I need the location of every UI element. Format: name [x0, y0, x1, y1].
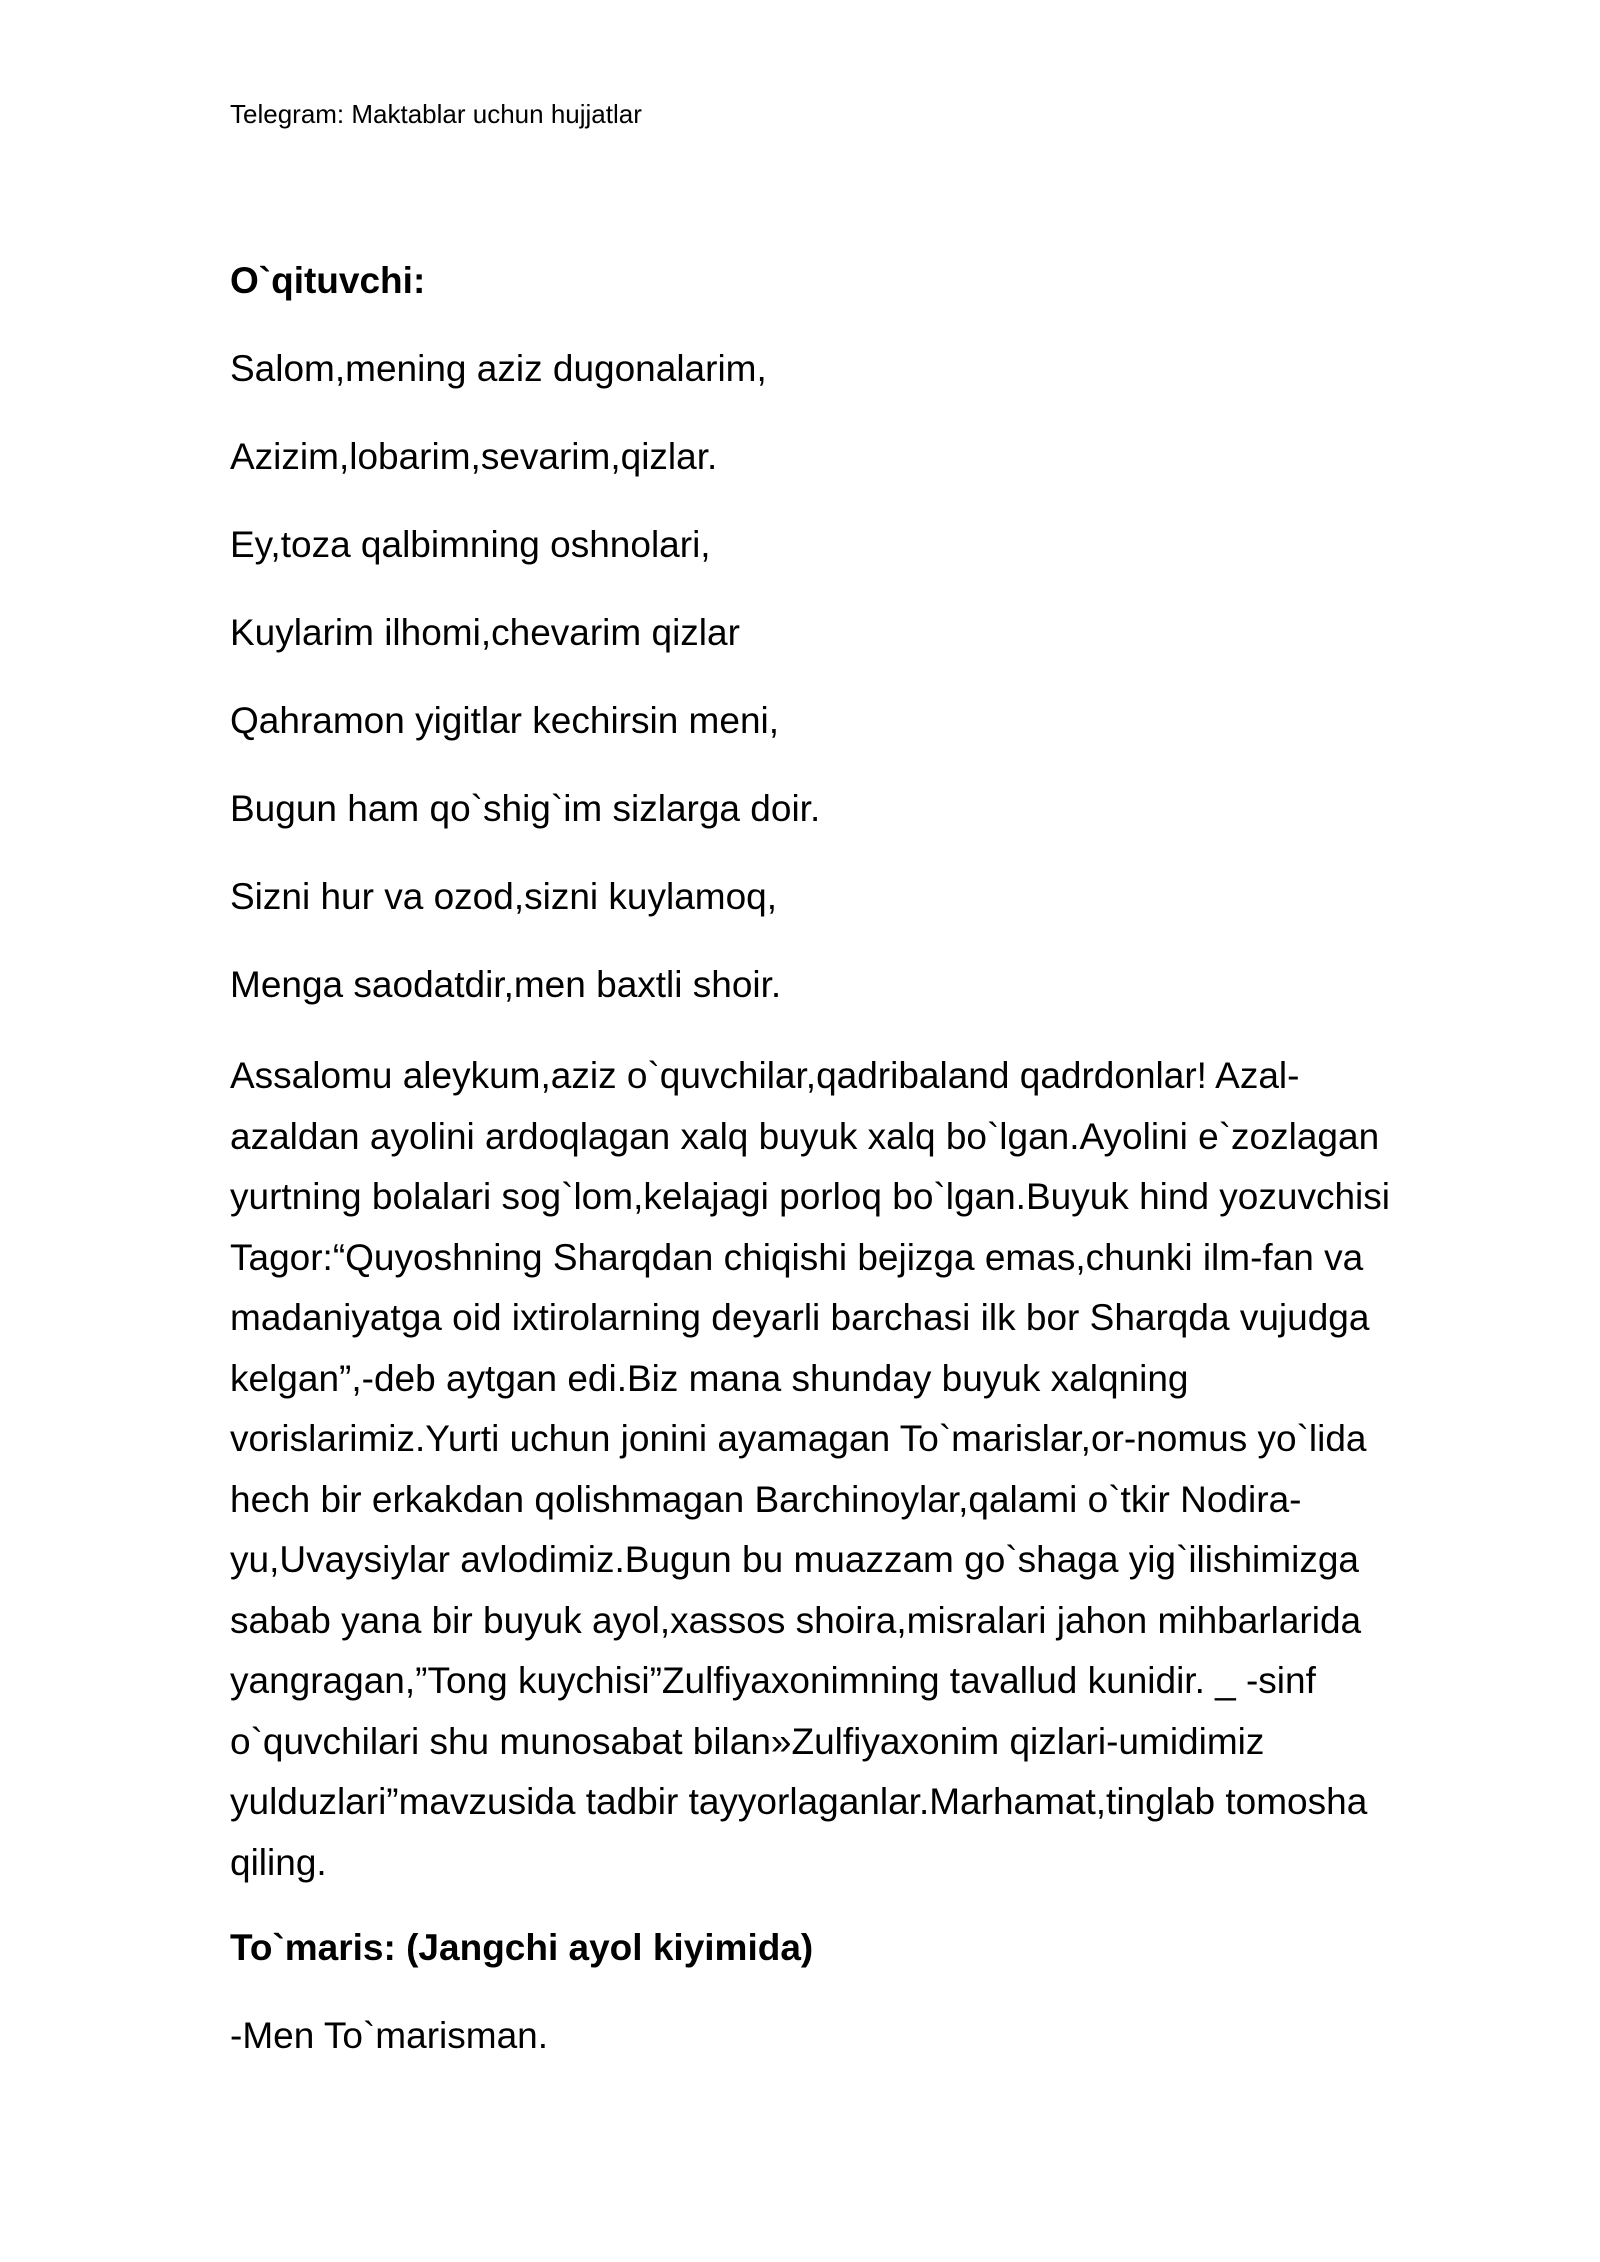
tomaris-line: -Men To`marisman. — [230, 2015, 549, 2056]
poem-line: Azizim,lobarim,sevarim,qizlar. — [230, 436, 718, 477]
document-body — [230, 254, 1470, 2097]
speech-line: yu,Uvaysiylar avlodimiz.Bugun bu muazzam go`shaga yig`ilishimizga — [230, 1539, 1359, 1580]
telegram-note: Telegram: Maktablar uchun hujjatlar — [230, 99, 642, 129]
speech-line: Assalomu aleykum,aziz o`quvchilar,qadribaland qadrdonlar! Azal- — [230, 1055, 1300, 1096]
speech-line: madaniyatga oid ixtirolarning deyarli barchasi ilk bor Sharqda vujudga — [230, 1297, 1370, 1338]
poem-line: Ey,toza qalbimning oshnolari, — [230, 524, 711, 565]
speech-line: vorislarimiz.Yurti uchun jonini ayamagan To`marislar,or-nomus yo`lida — [230, 1418, 1367, 1459]
speech-line: qiling. — [230, 1841, 327, 1883]
speech-line: Tagor:“Quyoshning Sharqdan chiqishi bejizga emas,chunki ilm-fan va — [230, 1236, 1364, 1278]
poem-line: Sizni hur va ozod,sizni kuylamoq, — [230, 876, 778, 917]
poem-line: Salom,mening aziz dugonalarim, — [230, 348, 767, 389]
speech-line: kelgan”,-deb aytgan edi.Biz mana shunday buyuk xalqning — [230, 1357, 1189, 1399]
teacher-speaker-label: O`qituvchi: — [230, 260, 426, 301]
speech-line: yangragan,”Tong kuychisi”Zulfiyaxonimning tavallud kunidir. _ -sinf — [230, 1660, 1316, 1701]
teacher-speech-paragraph — [230, 1046, 1470, 1893]
speech-line: o`quvchilari shu munosabat bilan»Zulfiyaxonim qizlari-umidimiz — [230, 1720, 1265, 1762]
poem-line: Bugun ham qo`shig`im sizlarga doir. — [230, 788, 821, 829]
poem-line: Kuylarim ilhomi,chevarim qizlar — [230, 612, 740, 653]
tomaris-speaker-label: To`maris: (Jangchi ayol kiyimida) — [230, 1927, 814, 1968]
poem-line: Qahramon yigitlar kechirsin meni, — [230, 700, 780, 741]
speech-line: yurtning bolalari sog`lom,kelajagi porloq bo`lgan.Buyuk hind yozuvchisi — [230, 1176, 1390, 1217]
speech-line: azaldan ayolini ardoqlagan xalq buyuk xalq bo`lgan.Ayolini e`zozlagan — [230, 1115, 1380, 1157]
speech-line: sabab yana bir buyuk ayol,xassos shoira,misralari jahon mihbarlarida — [230, 1599, 1362, 1641]
teacher-poem — [230, 342, 1470, 1012]
poem-line: Menga saodatdir,men baxtli shoir. — [230, 964, 782, 1005]
speech-line: yulduzlari”mavzusida tadbir tayyorlaganlar.Marhamat,tinglab tomosha — [230, 1781, 1368, 1822]
speech-line: hech bir erkakdan qolishmagan Barchinoylar,qalami o`tkir Nodira- — [230, 1478, 1302, 1520]
